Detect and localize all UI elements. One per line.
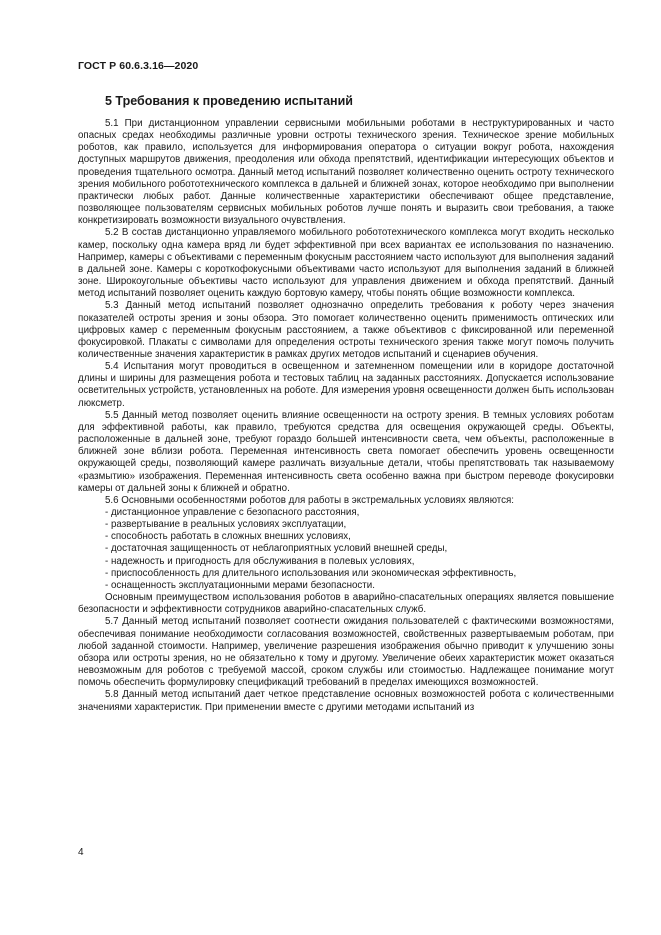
list-item: - достаточная защищенность от неблагоприятных условий внешней среды, [105,543,448,555]
paragraph-5-2: 5.2 В состав дистанционно управляемого мобильного робототехнического комплекса могут входить несколько камер, поскольку одна камера вряд ли будет эффективной при всех вариантах ее использования по назначению. Например, камеры с объективами с переменным фокусным расстоянием часто используют для выполнения заданий в дальней зоне. Камеры с короткофокусными объективами часто используют для выполнения заданий в ближней зоне. Широкоугольные объективы часто используют для управления движением и обхода препятствий. Данный метод испытаний позволяет оценить каждую бортовую камеру, чтобы понять общие возможности комплекса. [78,227,614,300]
list-item: - оснащенность эксплуатационными мерами безопасности. [105,579,375,591]
paragraph-5-6: 5.6 Основными особенностями роботов для работы в экстремальных условиях являются: [105,494,515,506]
list-item: - дистанционное управление с безопасного расстояния, [105,507,360,518]
page-number: 4 [78,847,84,858]
paragraph-5-4: 5.4 Испытания могут проводиться в освещенном и затемненном помещении или в коридоре достаточной длины и ширины для размещения робота и тестовых таблиц на заданных расстояниях. Допускается использование осветительных устройств, установленных на роботе. Для измерения уровня освещенности должен быть использован люксметр. [78,361,614,409]
list-item: - способность работать в сложных внешних условиях, [105,531,351,543]
document-header: ГОСТ Р 60.6.3.16—2020 [78,60,199,72]
list-item: - развертывание в реальных условиях эксплуатации, [105,519,347,531]
list-item: - надежность и пригодность для обслуживания в полевых условиях, [105,555,415,567]
list-item: - приспособленность для длительного использования или экономическая эффективность, [105,567,517,579]
features-list [78,507,614,592]
paragraph-5-5: 5.5 Данный метод позволяет оценить влияние освещенности на остроту зрения. В темных условиях роботам для эффективной работы, как правило, требуются средства для освещения окружающей среды. Объекты, расположенные в дальней зоне, требуют гораздо большей интенсивности света, чем объекты, расположенные в ближней зоне вблизи робота. Переменная интенсивность света помогает обеспечить уровень освещенности окружающей среды, позволяющий камере различать визуальные детали, чтобы препятствовать так называемому «размытию» изображения. Переменная интенсивность света особенно важна при быстром переводе фокусировки камеры от дальней зоны к ближней и обратно. [78,409,614,494]
paragraph-5-6-conclusion: Основным преимуществом использования роботов в аварийно-спасательных операциях является повышение безопасности и эффективности сотрудников аварийно-спасательных служб. [78,592,614,616]
section-title: 5 Требования к проведению испытаний [105,94,353,108]
paragraph-5-8: 5.8 Данный метод испытаний дает четкое представление основных возможностей робота с количественными значениями характеристик. При применении вместе с другими методами испытаний из [78,689,614,713]
document-body [78,118,614,714]
paragraph-5-7: 5.7 Данный метод испытаний позволяет соотнести ожидания пользователей с фактическими возможностями, обеспечивая понимание необходимости согласования возможностей, свойственных развертываемым роботам, при любой заданной стоимости. Например, увеличение разрешения изображения обычно приводит к улучшению зоны обзора или остроты зрения, но не обязательно к тому и другому. Увеличение обеих характеристик может оказаться невозможным для роботов с требуемой массой, сроком службы или стоимостью. Надлежащее понимание могут помочь обеспечить формулировку спецификаций требований в пределах имеющихся возможностей. [78,616,614,689]
paragraph-5-3: 5.3 Данный метод испытаний позволяет однозначно определить требования к роботу через значения показателей остроты зрения и зоны обзора. Это помогает количественно оценить применимость оптических или цифровых камер с переменным фокусным расстоянием, а также объективов с фиксированной или переменной фокусировкой. Плакаты с символами для определения остроты технического зрения также могут помочь получить количественные значения характеристик в рамках других методов испытаний и сценариев обучения. [78,300,614,360]
paragraph-5-1: 5.1 При дистанционном управлении сервисными мобильными роботами в неструктурированных и часто опасных средах необходимы различные уровни остроты технического зрения. Техническое зрение мобильных роботов, как правило, используется для информирования оператора о ситуации вокруг робота, нахождения доступных маршрутов движения, преодоления или обхода препятствий, идентификации интересующих объектов и проведения тщательного осмотра. Данный метод испытаний позволяет количественно оценить остроту технического зрения мобильного робототехнического комплекса в дальней и ближней зонах, которое необходимо при выполнении практически любых работ. Данные количественные характеристики обеспечивают общее представление, позволяющее пользователям сервисных мобильных роботов лучше понять и выразить свои требования, а также конкретизировать возможности визуального очувствления. [78,118,614,227]
